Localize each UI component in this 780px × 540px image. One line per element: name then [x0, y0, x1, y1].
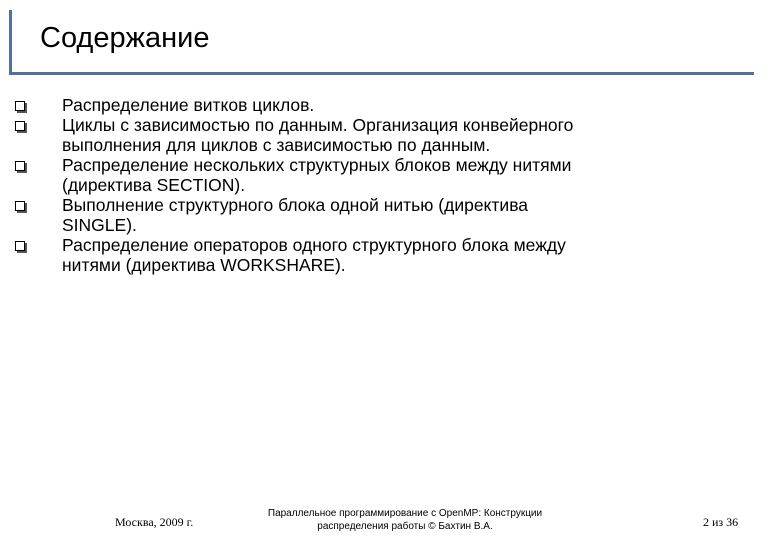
- checkbox-bullet-icon: [15, 241, 25, 251]
- list-item-line: Распределение витков циклов.: [62, 95, 315, 115]
- title-frame-horizontal-line: [9, 72, 754, 75]
- list-item-line: SINGLE).: [62, 215, 137, 235]
- list-item-line: выполнения для циклов с зависимостью по данным.: [62, 135, 491, 155]
- list-item-line: нитями (директива WORKSHARE).: [62, 255, 346, 275]
- title-frame-vertical-line: [9, 10, 12, 75]
- footer-course-title-line: распределения работы © Бахтин В.А.: [317, 521, 493, 532]
- footer-location-date: Москва, 2009 г.: [115, 515, 194, 529]
- footer-course-title-line: Параллельное программирование с OpenMP: Конструкции: [267, 508, 543, 519]
- checkbox-bullet-icon: [15, 161, 25, 171]
- slide-title: Содержание: [40, 22, 210, 54]
- list-item: [0, 235, 662, 275]
- contents-list: [0, 95, 780, 275]
- checkbox-bullet-icon: [15, 121, 25, 131]
- list-item-line: Выполнение структурного блока одной нитью (директива: [62, 195, 529, 215]
- list-item-line: Циклы с зависимостью по данным. Организация конвейерного: [62, 115, 574, 135]
- list-item: [0, 115, 662, 155]
- list-item: [0, 95, 662, 115]
- list-item-line: Распределение нескольких структурных блоков между нитями: [62, 155, 572, 175]
- list-item-line: Распределение операторов одного структурного блока между: [62, 235, 566, 255]
- footer-course-title: [240, 507, 570, 533]
- list-item: [0, 155, 662, 195]
- checkbox-bullet-icon: [15, 201, 25, 211]
- page-number: 2 из 36: [703, 515, 739, 529]
- list-item-line: (директива SECTION).: [62, 175, 246, 195]
- checkbox-bullet-icon: [15, 101, 25, 111]
- list-item: [0, 195, 662, 235]
